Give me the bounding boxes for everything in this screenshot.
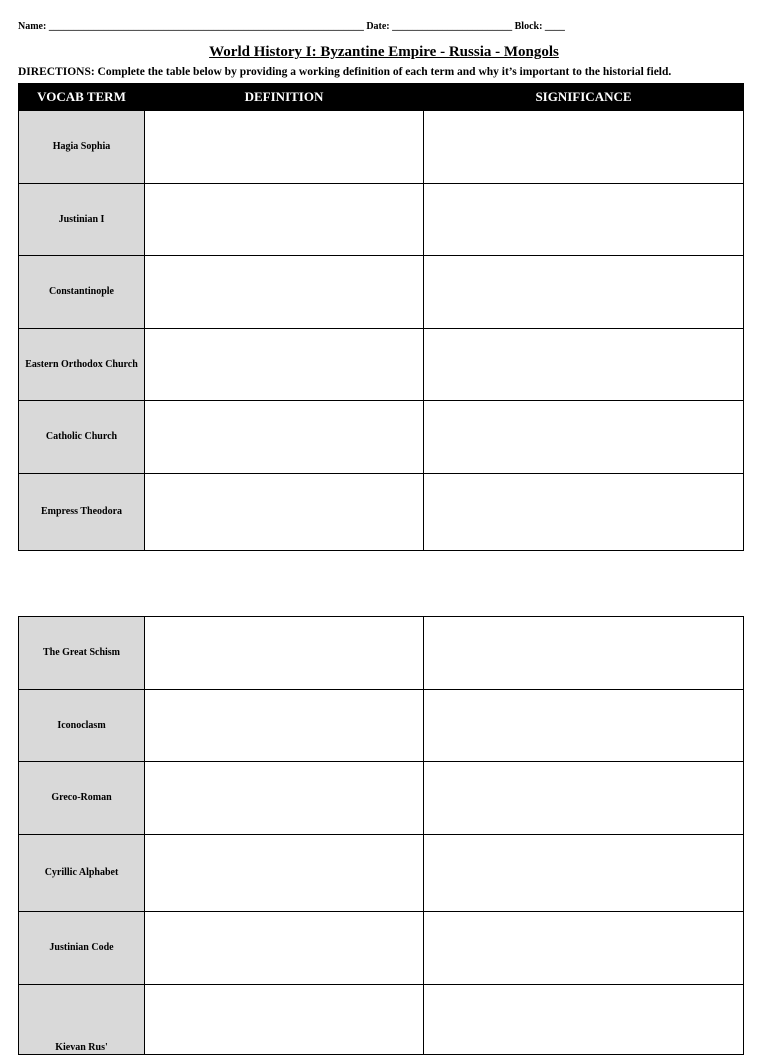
- table-row: [19, 835, 744, 912]
- vocab-term-cell: Hagia Sophia: [19, 111, 145, 184]
- column-header-vocab-term: VOCAB TERM: [19, 84, 145, 111]
- vocab-table-1: [18, 83, 744, 551]
- definition-cell[interactable]: [145, 985, 424, 1055]
- definition-cell[interactable]: [145, 184, 424, 256]
- significance-cell[interactable]: [424, 762, 744, 835]
- table-row: [19, 111, 744, 184]
- vocab-term-cell: Kievan Rus': [19, 985, 145, 1055]
- vocab-term-cell: Empress Theodora: [19, 474, 145, 551]
- vocab-term-cell: Constantinople: [19, 256, 145, 329]
- vocab-term-cell: Justinian Code: [19, 912, 145, 985]
- table-row: [19, 985, 744, 1055]
- table-row: [19, 912, 744, 985]
- significance-cell[interactable]: [424, 401, 744, 474]
- student-info-line: Name: _______________________________________________________________ Date: ________________________ Block: ____: [18, 21, 565, 32]
- definition-cell[interactable]: [145, 762, 424, 835]
- vocab-table-2: [18, 616, 744, 1055]
- vocab-term-cell: Eastern Orthodox Church: [19, 329, 145, 401]
- table-row: [19, 617, 744, 690]
- significance-cell[interactable]: [424, 111, 744, 184]
- page-title: World History I: Byzantine Empire - Russia - Mongols: [209, 44, 559, 60]
- definition-cell[interactable]: [145, 111, 424, 184]
- definition-cell[interactable]: [145, 329, 424, 401]
- table-row: [19, 256, 744, 329]
- significance-cell[interactable]: [424, 617, 744, 690]
- vocab-term-cell: Greco-Roman: [19, 762, 145, 835]
- vocab-term-cell: Catholic Church: [19, 401, 145, 474]
- definition-cell[interactable]: [145, 256, 424, 329]
- vocab-term-cell: Cyrillic Alphabet: [19, 835, 145, 912]
- significance-cell[interactable]: [424, 184, 744, 256]
- table-header-row: [19, 84, 744, 111]
- definition-cell[interactable]: [145, 690, 424, 762]
- vocab-term-cell: Justinian I: [19, 184, 145, 256]
- definition-cell[interactable]: [145, 401, 424, 474]
- definition-cell[interactable]: [145, 835, 424, 912]
- significance-cell[interactable]: [424, 329, 744, 401]
- significance-cell[interactable]: [424, 256, 744, 329]
- directions-text: DIRECTIONS: Complete the table below by providing a working definition of each term and why it’s important to the historial field.: [18, 66, 672, 78]
- significance-cell[interactable]: [424, 690, 744, 762]
- column-header-definition: DEFINITION: [145, 84, 424, 111]
- table-row: [19, 329, 744, 401]
- definition-cell[interactable]: [145, 617, 424, 690]
- significance-cell[interactable]: [424, 835, 744, 912]
- significance-cell[interactable]: [424, 474, 744, 551]
- column-header-significance: SIGNIFICANCE: [424, 84, 744, 111]
- definition-cell[interactable]: [145, 912, 424, 985]
- table-row: [19, 690, 744, 762]
- significance-cell[interactable]: [424, 985, 744, 1055]
- table-row: [19, 474, 744, 551]
- vocab-term-cell: Iconoclasm: [19, 690, 145, 762]
- vocab-term-cell: The Great Schism: [19, 617, 145, 690]
- table-row: [19, 401, 744, 474]
- table-row: [19, 762, 744, 835]
- table-row: [19, 184, 744, 256]
- significance-cell[interactable]: [424, 912, 744, 985]
- definition-cell[interactable]: [145, 474, 424, 551]
